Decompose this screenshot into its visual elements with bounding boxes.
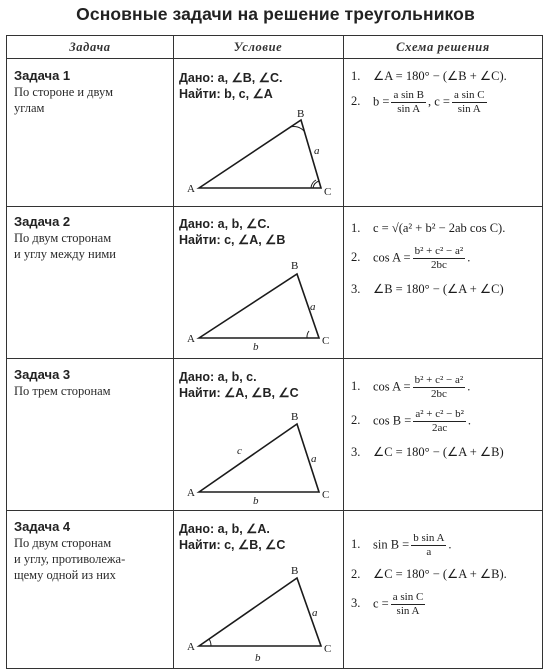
vertex-label-a: A	[187, 183, 195, 195]
fraction	[413, 245, 466, 272]
vertex-label-b: B	[291, 260, 299, 272]
solution-step	[351, 220, 505, 236]
step-formula: , c =	[428, 94, 450, 109]
fraction-denominator: sin A	[457, 103, 481, 115]
solution-step	[351, 89, 507, 116]
solution-step	[351, 281, 505, 297]
triangles-table	[6, 35, 543, 669]
task-2-desc	[14, 230, 116, 262]
triangle-diagram-4	[179, 560, 339, 666]
fraction	[413, 408, 466, 435]
task-1-condition	[179, 70, 282, 102]
solution-step	[351, 408, 504, 435]
fraction-numerator: b sin A	[413, 532, 445, 544]
step-formula: .	[467, 413, 472, 428]
task-desc-line: По трем сторонам	[14, 384, 111, 398]
task-1-desc	[14, 84, 113, 116]
fraction	[391, 89, 426, 116]
solution-step	[351, 374, 504, 401]
task-4-condition	[179, 521, 285, 553]
find-text: Найти: c, ∠B, ∠C	[179, 538, 286, 552]
step-formula: .	[467, 250, 471, 265]
solution-step	[351, 68, 507, 84]
fraction-numerator: b² + c² − a²	[414, 374, 464, 386]
step-number: 3.	[351, 445, 361, 459]
side-label-a: a	[310, 301, 316, 313]
task-desc-line: и углу, противолежа-	[14, 552, 126, 566]
task-3-desc	[14, 383, 111, 399]
step-formula: cos A =	[373, 379, 411, 394]
task-2-condition	[179, 216, 285, 248]
fraction	[413, 374, 466, 401]
vertex-label-c: C	[324, 643, 332, 655]
fraction-denominator: sin A	[397, 103, 421, 115]
side-label-a: a	[312, 607, 318, 619]
task-2-solution	[351, 220, 505, 297]
column-divider	[343, 36, 344, 668]
fraction-numerator: a sin C	[453, 89, 485, 101]
task-desc-line: и углу между ними	[14, 247, 116, 261]
fraction	[391, 591, 426, 618]
step-formula: ∠B = 180° − (∠A + ∠C)	[373, 282, 504, 296]
solution-step	[351, 566, 507, 582]
task-desc-line: углам	[14, 101, 45, 115]
step-number: 3.	[351, 596, 361, 611]
fraction	[411, 532, 446, 559]
step-number: 1.	[351, 379, 361, 394]
fraction-denominator: 2bc	[430, 388, 447, 400]
given-text: Дано: a, b, c.	[179, 370, 257, 384]
side-label-a: a	[314, 145, 320, 157]
fraction-denominator: 2bc	[430, 259, 447, 271]
task-4-solution	[351, 532, 507, 618]
vertex-label-c: C	[324, 186, 332, 198]
step-formula: c =	[373, 596, 389, 611]
solution-step	[351, 591, 507, 618]
task-3-solution	[351, 374, 504, 460]
side-label-a: a	[311, 453, 317, 465]
step-formula: .	[467, 379, 471, 394]
step-number: 2.	[351, 567, 361, 581]
task-desc-line: По двум сторонам	[14, 536, 112, 550]
step-formula: ∠A = 180° − (∠B + ∠C).	[373, 69, 507, 83]
find-text: Найти: b, c, ∠A	[179, 87, 273, 101]
fraction-denominator: a	[426, 546, 432, 558]
task-1-name: Задача 1	[14, 68, 71, 83]
header-solution: Схема решения	[396, 40, 490, 54]
task-desc-line: щему одной из них	[14, 568, 116, 582]
step-number: 2.	[351, 413, 361, 428]
step-number: 2.	[351, 250, 361, 265]
row-divider	[7, 58, 542, 59]
side-label-b: b	[253, 341, 259, 353]
step-formula: ∠C = 180° − (∠A + ∠B).	[373, 567, 507, 581]
task-4-name: Задача 4	[14, 519, 71, 534]
fraction-denominator: sin A	[396, 605, 420, 617]
given-text: Дано: a, ∠B, ∠C.	[179, 71, 283, 85]
vertex-label-b: B	[291, 565, 299, 577]
header-task: Задача	[69, 40, 111, 54]
step-number: 2.	[351, 94, 361, 109]
side-label-b: b	[253, 495, 259, 506]
vertex-label-a: A	[187, 333, 195, 345]
step-formula: cos B =	[373, 413, 412, 428]
row-divider	[7, 358, 542, 359]
triangle-diagram-2	[179, 254, 339, 354]
step-formula: .	[448, 537, 452, 552]
step-formula: c = √(a² + b² − 2ab cos C).	[373, 221, 506, 235]
task-desc-line: По двум сторонам	[14, 231, 112, 245]
given-text: Дано: a, b, ∠A.	[179, 522, 270, 536]
step-formula: b =	[373, 94, 390, 109]
task-4-desc	[14, 535, 125, 583]
side-label-c: c	[237, 445, 242, 457]
fraction-numerator: a sin C	[392, 591, 424, 603]
vertex-label-c: C	[322, 335, 330, 347]
solution-step	[351, 532, 507, 559]
step-number: 1.	[351, 69, 361, 83]
vertex-label-a: A	[187, 641, 195, 653]
find-text: Найти: ∠A, ∠B, ∠C	[179, 386, 299, 400]
step-formula: cos A =	[373, 250, 411, 265]
row-divider	[7, 510, 542, 511]
task-2-name: Задача 2	[14, 214, 71, 229]
fraction	[452, 89, 487, 116]
given-text: Дано: a, b, ∠C.	[179, 217, 270, 231]
fraction-numerator: b² + c² − a²	[414, 245, 464, 257]
task-3-name: Задача 3	[14, 367, 71, 382]
vertex-label-b: B	[291, 411, 299, 423]
solution-step	[351, 245, 505, 272]
vertex-label-b: B	[297, 108, 305, 120]
task-1-solution	[351, 68, 507, 116]
column-divider	[173, 36, 174, 668]
vertex-label-a: A	[187, 487, 195, 499]
fraction-numerator: a sin B	[393, 89, 424, 101]
triangle-diagram-3	[179, 408, 339, 506]
fraction-denominator: 2ac	[431, 422, 448, 434]
triangle-diagram-1	[179, 108, 339, 200]
row-divider	[7, 206, 542, 207]
task-3-condition	[179, 369, 299, 401]
fraction-numerator: a² + c² − b²	[415, 408, 464, 420]
step-formula: ∠C = 180° − (∠A + ∠B)	[373, 445, 504, 459]
step-number: 1.	[351, 537, 361, 552]
find-text: Найти: c, ∠A, ∠B	[179, 233, 286, 247]
step-formula: sin B =	[373, 537, 410, 552]
vertex-label-c: C	[322, 489, 330, 501]
step-number: 3.	[351, 282, 361, 296]
task-desc-line: По стороне и двум	[14, 85, 114, 99]
side-label-b: b	[255, 652, 261, 664]
header-condition: Условие	[233, 40, 283, 54]
step-number: 1.	[351, 221, 361, 235]
solution-step	[351, 444, 504, 460]
page-title: Основные задачи на решение треугольников	[76, 4, 475, 24]
